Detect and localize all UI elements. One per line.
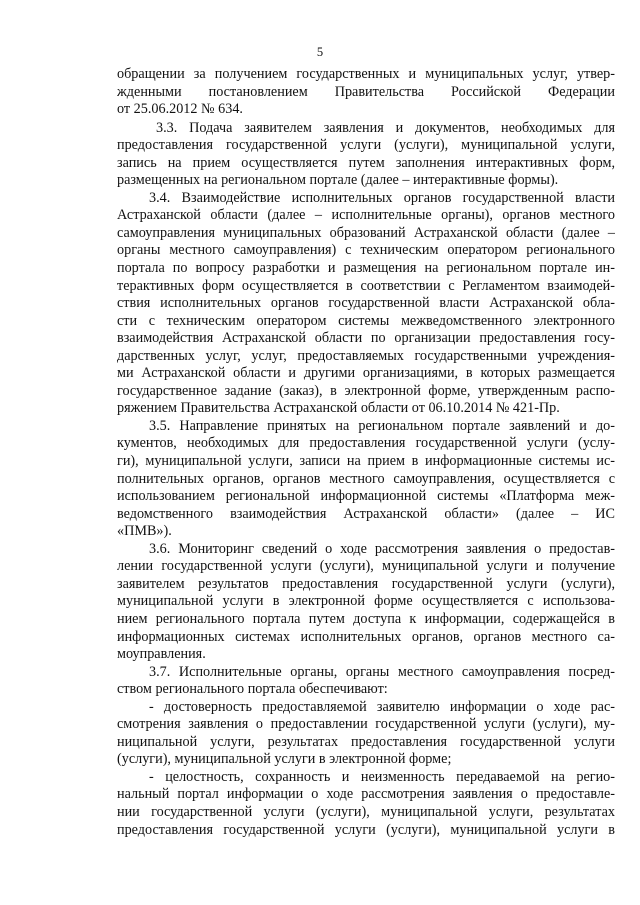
text-line: нальный портал информации о ходе рассмотрения заявления о предоставле- bbox=[117, 786, 615, 803]
text-line: ствия исполнительных органов государственной власти Астраханской обла- bbox=[117, 295, 615, 312]
text-line: моуправления. bbox=[117, 646, 206, 663]
text-line: кументов, необходимых для предоставления государственной услуги (услу- bbox=[117, 435, 615, 452]
text-line: ведомственного взаимодействия Астраханской области» (далее – ИС bbox=[117, 505, 615, 522]
text-line: использованием региональной информационной системы «Платформа меж- bbox=[117, 488, 615, 505]
text-line: муниципальной услуги в электронной форме осуществляется с использова- bbox=[117, 593, 615, 610]
paragraph-3-3 bbox=[117, 120, 615, 190]
text-line: жденными постановлением Правительства Российской Федерации bbox=[117, 83, 615, 100]
paragraph-3-6 bbox=[117, 541, 615, 664]
text-line: 3.5. Направление принятых на региональном портале заявлений и до- bbox=[149, 417, 615, 434]
text-line: ряжением Правительства Астраханской области от 06.10.2014 № 421-Пр. bbox=[117, 400, 560, 417]
text-line: взаимодействия Астраханской области по организации предоставления госу- bbox=[117, 330, 615, 347]
page-number: 5 bbox=[316, 45, 324, 59]
text-line: дарственных услуг, услуг, предоставляемых государственными учреждения- bbox=[117, 347, 615, 364]
text-line: размещенных на региональном портале (далее – интерактивные формы). bbox=[117, 172, 559, 189]
text-line: 3.7. Исполнительные органы, органы местного самоуправления посред- bbox=[149, 663, 615, 680]
text-line: предоставления государственной услуги (услуги), муниципальной услуги, bbox=[117, 137, 615, 154]
paragraph-3-7 bbox=[117, 664, 615, 699]
text-line: смотрения заявления о предоставлении государственной услуги (услуги), му- bbox=[117, 716, 615, 733]
text-line: полнительных органов, органов местного самоуправления, осуществляется с bbox=[117, 470, 615, 487]
text-line: ги), муниципальной услуги, записи на прием в информационные системы ис- bbox=[117, 453, 615, 470]
text-line: 3.3. Подача заявителем заявления и документов, необходимых для bbox=[156, 119, 615, 136]
text-line: самоуправления муниципальных образований Астраханской области (далее – bbox=[117, 224, 615, 241]
list-item bbox=[117, 699, 615, 769]
document-body bbox=[117, 66, 615, 839]
text-line: сти с техническим оператором системы межведомственного электронного bbox=[117, 312, 615, 329]
text-line: - достоверность предоставляемой заявителю информации о ходе рас- bbox=[149, 698, 615, 715]
text-line: заявителем результатов предоставления государственной услуги (услуги), bbox=[117, 575, 615, 592]
text-line: от 25.06.2012 № 634. bbox=[117, 101, 243, 118]
text-line: 3.6. Мониторинг сведений о ходе рассмотрения заявления о предостав- bbox=[149, 540, 615, 557]
text-line: ством регионального портала обеспечивают: bbox=[117, 681, 388, 698]
text-line: Астраханской области (далее – исполнительные органы), органов местного bbox=[117, 207, 615, 224]
text-line: (услуги), муниципальной услуги в электронной форме; bbox=[117, 751, 452, 768]
text-line: портала по вопросу разработки и размещения на региональном портале ин- bbox=[117, 260, 615, 277]
text-line: терактивных форм осуществляется в соответствии с Регламентом взаимодей- bbox=[117, 277, 615, 294]
text-line: запись на прием осуществляется путем заполнения интерактивных форм, bbox=[117, 154, 615, 171]
list-item bbox=[117, 769, 615, 839]
text-line: 3.4. Взаимодействие исполнительных органов государственной власти bbox=[149, 189, 615, 206]
text-line: предоставления государственной услуги (услуги), муниципальной услуги в bbox=[117, 821, 615, 838]
paragraph-3-5 bbox=[117, 418, 615, 541]
text-line: органы местного самоуправления) с техническим оператором регионального bbox=[117, 242, 615, 259]
text-line: нии государственной услуги (услуги), муниципальной услуги, результатах bbox=[117, 803, 615, 820]
paragraph-3-4 bbox=[117, 190, 615, 418]
text-line: - целостность, сохранность и неизменность передаваемой на регио- bbox=[149, 768, 615, 785]
paragraph-continuation bbox=[117, 66, 615, 119]
text-line: обращении за получением государственных и муниципальных услуг, утвер- bbox=[117, 66, 615, 82]
text-line: государственное задание (заказ), в электронной форме, утвержденным распо- bbox=[117, 382, 615, 399]
text-line: ниципальной услуги, результатах предоставления государственной услуги bbox=[117, 733, 615, 750]
text-line: ми Астраханской области и другими организациями, в которых размещается bbox=[117, 365, 615, 382]
text-line: «ПМВ»). bbox=[117, 523, 172, 540]
text-line: нием регионального портала путем доступа к информации, содержащейся в bbox=[117, 610, 615, 627]
text-line: лении государственной услуги (услуги), муниципальной услуги и получение bbox=[117, 558, 615, 575]
text-line: информационных системах исполнительных органов, органов местного са- bbox=[117, 628, 615, 645]
